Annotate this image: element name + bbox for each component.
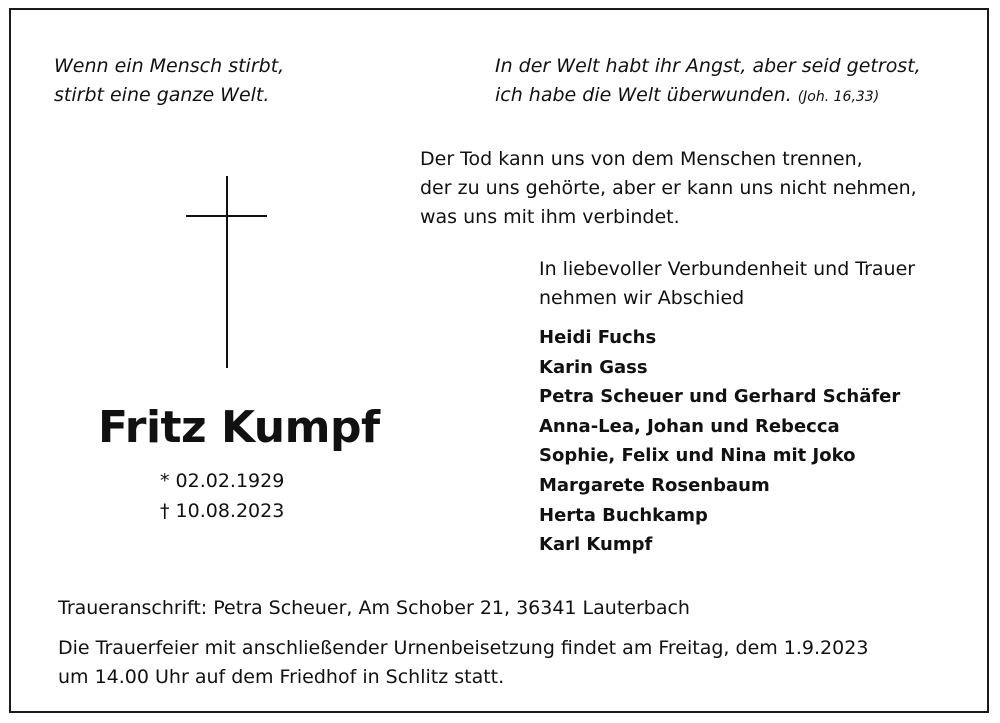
- mourner-name: Sophie, Felix und Nina mit Joko: [539, 445, 856, 467]
- farewell-line2: nehmen wir Abschied: [539, 287, 745, 309]
- cross-horizontal-bar: [186, 215, 267, 217]
- mourner-name: Anna-Lea, Johan und Rebecca: [539, 415, 840, 437]
- quote-middle: [420, 145, 917, 232]
- farewell-text: [539, 255, 915, 313]
- quote-right: [495, 52, 921, 112]
- service-line2: um 14.00 Uhr auf dem Friedhof in Schlitz statt.: [58, 666, 505, 688]
- birth-date: * 02.02.1929: [160, 470, 285, 492]
- quote-right-line2: ich habe die Welt überwunden.: [495, 84, 792, 106]
- mourner-name: Karl Kumpf: [539, 534, 653, 556]
- quote-middle-line3: was uns mit ihm verbindet.: [420, 206, 680, 228]
- quote-middle-line1: Der Tod kann uns von dem Menschen trennen,: [420, 148, 863, 170]
- quote-right-line2-wrap: [495, 81, 921, 112]
- quote-left: [54, 52, 284, 110]
- bible-reference: (Joh. 16,33): [797, 89, 880, 105]
- quote-middle-line2: der zu uns gehörte, aber er kann uns nicht nehmen,: [420, 177, 917, 199]
- service-line1: Die Trauerfeier mit anschließender Urnenbeisetzung findet am Freitag, dem 1.9.2023: [58, 637, 869, 659]
- quote-right-line1: In der Welt habt ihr Angst, aber seid getrost,: [495, 55, 921, 77]
- deceased-name: Fritz Kumpf: [98, 402, 380, 453]
- mourner-name: Karin Gass: [539, 356, 648, 378]
- mourner-name: Margarete Rosenbaum: [539, 474, 770, 496]
- service-info: [58, 634, 868, 692]
- mourning-address: Traueranschrift: Petra Scheuer, Am Schober 21, 36341 Lauterbach: [58, 597, 690, 619]
- mourners-list: [539, 323, 900, 560]
- mourner-name: Herta Buchkamp: [539, 504, 708, 526]
- cross-vertical-bar: [226, 176, 228, 368]
- quote-left-line2: stirbt eine ganze Welt.: [54, 84, 270, 106]
- quote-left-line1: Wenn ein Mensch stirbt,: [54, 55, 285, 77]
- mourner-name: Petra Scheuer und Gerhard Schäfer: [539, 386, 901, 408]
- life-dates: [160, 466, 284, 526]
- mourner-name: Heidi Fuchs: [539, 327, 657, 348]
- death-date: † 10.08.2023: [160, 500, 285, 522]
- farewell-line1: In liebevoller Verbundenheit und Trauer: [539, 258, 916, 280]
